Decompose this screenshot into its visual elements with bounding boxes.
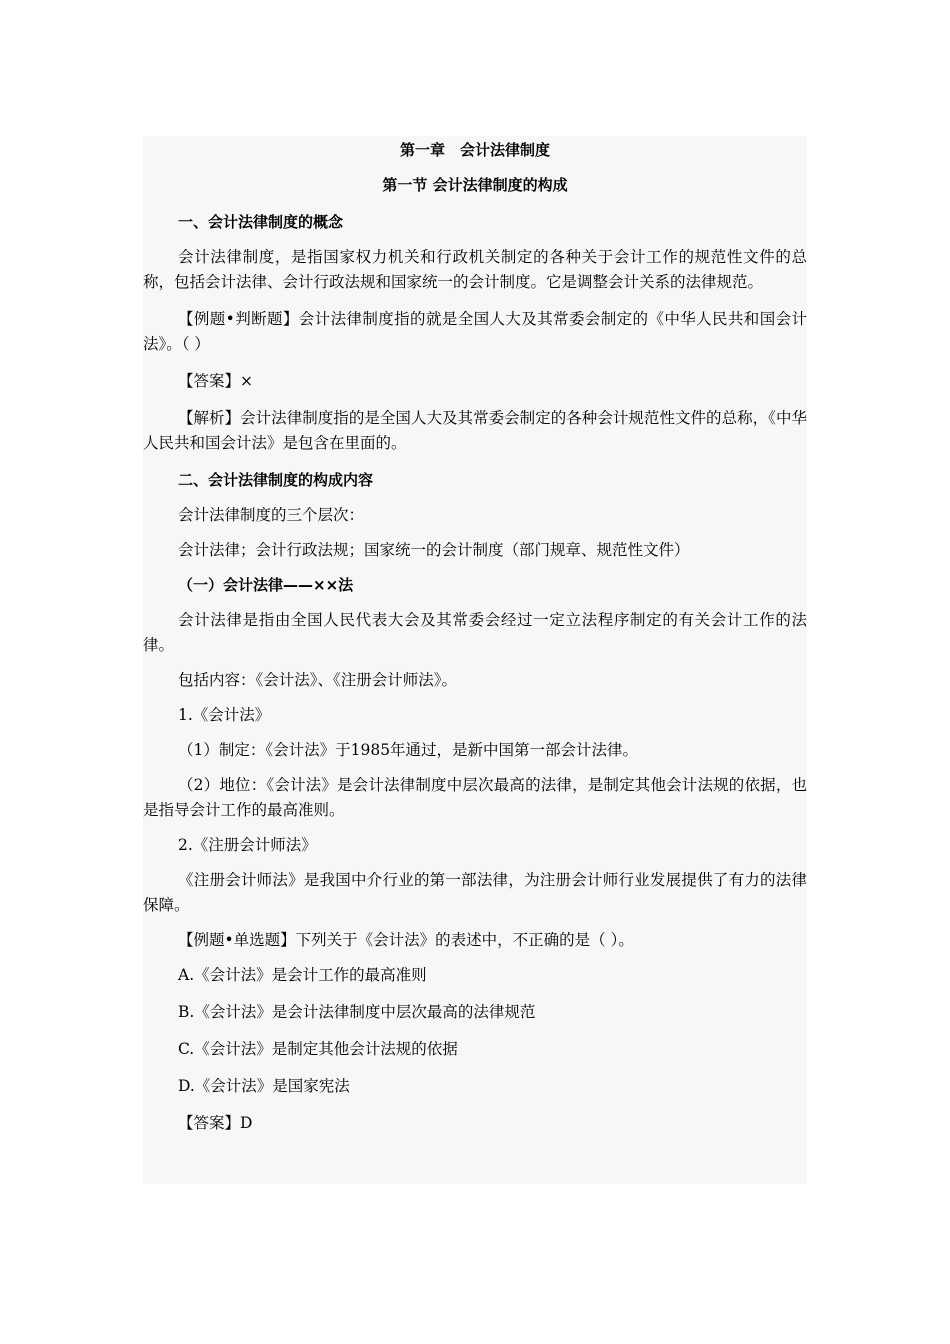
paragraph-definition: 会计法律制度，是指国家权力机关和行政机关制定的各种关于会计工作的规范性文件的总称，包括会计法律、会计行政法规和国家统一的会计制度。它是调整会计关系的法律规范。: [143, 248, 807, 291]
paragraph-accounting-law-def: 会计法律是指由全国人民代表大会及其常委会经过一定立法程序制定的有关会计工作的法律。: [143, 611, 807, 654]
heading-accounting-law: （一）会计法律——××法: [178, 576, 354, 594]
item-status: （2）地位：《会计法》是会计法律制度中层次最高的法律，是制定其他会计法规的依据，也是指导会计工作的最高准则。: [143, 776, 807, 819]
option-d: D.《会计法》是国家宪法: [178, 1077, 350, 1095]
paragraph-three-levels: 会计法律制度的三个层次：: [178, 506, 365, 524]
spacer: [143, 198, 807, 210]
spacer: [143, 163, 807, 173]
item-cpa-law: 2.《注册会计师法》: [178, 836, 317, 854]
section-title: 第一节 会计法律制度的构成: [382, 176, 568, 194]
answer-2: 【答案】D: [178, 1114, 253, 1132]
chapter-title: 第一章 会计法律制度: [399, 141, 550, 159]
heading-concept: 一、会计法律制度的概念: [178, 213, 344, 231]
example-true-false-question: 【例题•判断题】会计法律制度指的就是全国人大及其常委会制定的《中华人民共和国会计法》。（ ）: [143, 310, 807, 353]
answer-1: 【答案】×: [178, 372, 253, 390]
item-accounting-law: 1.《会计法》: [178, 706, 271, 724]
explanation-1: 【解析】会计法律制度指的是全国人大及其常委会制定的各种会计规范性文件的总称，《中华人民共和国会计法》是包含在里面的。: [143, 409, 807, 452]
paragraph-cpa-law: 《注册会计师法》是我国中介行业的第一部法律，为注册会计师行业发展提供了有力的法律保障。: [143, 871, 807, 914]
heading-composition: 二、会计法律制度的构成内容: [178, 471, 374, 489]
option-b: B.《会计法》是会计法律制度中层次最高的法律规范: [178, 1003, 536, 1021]
item-enactment: （1）制定：《会计法》于1985年通过，是新中国第一部会计法律。: [178, 741, 639, 759]
paragraph-levels-list: 会计法律；会计行政法规；国家统一的会计制度（部门规章、规范性文件）: [178, 541, 690, 559]
option-a: A.《会计法》是会计工作的最高准则: [178, 966, 427, 984]
example-single-choice-question: 【例题•单选题】下列关于《会计法》的表述中，不正确的是（ ）。: [178, 931, 634, 949]
document-body: [143, 138, 807, 1136]
paragraph-includes: 包括内容：《会计法》、《注册会计师法》。: [178, 671, 458, 689]
option-c: C.《会计法》是制定其他会计法规的依据: [178, 1040, 458, 1058]
